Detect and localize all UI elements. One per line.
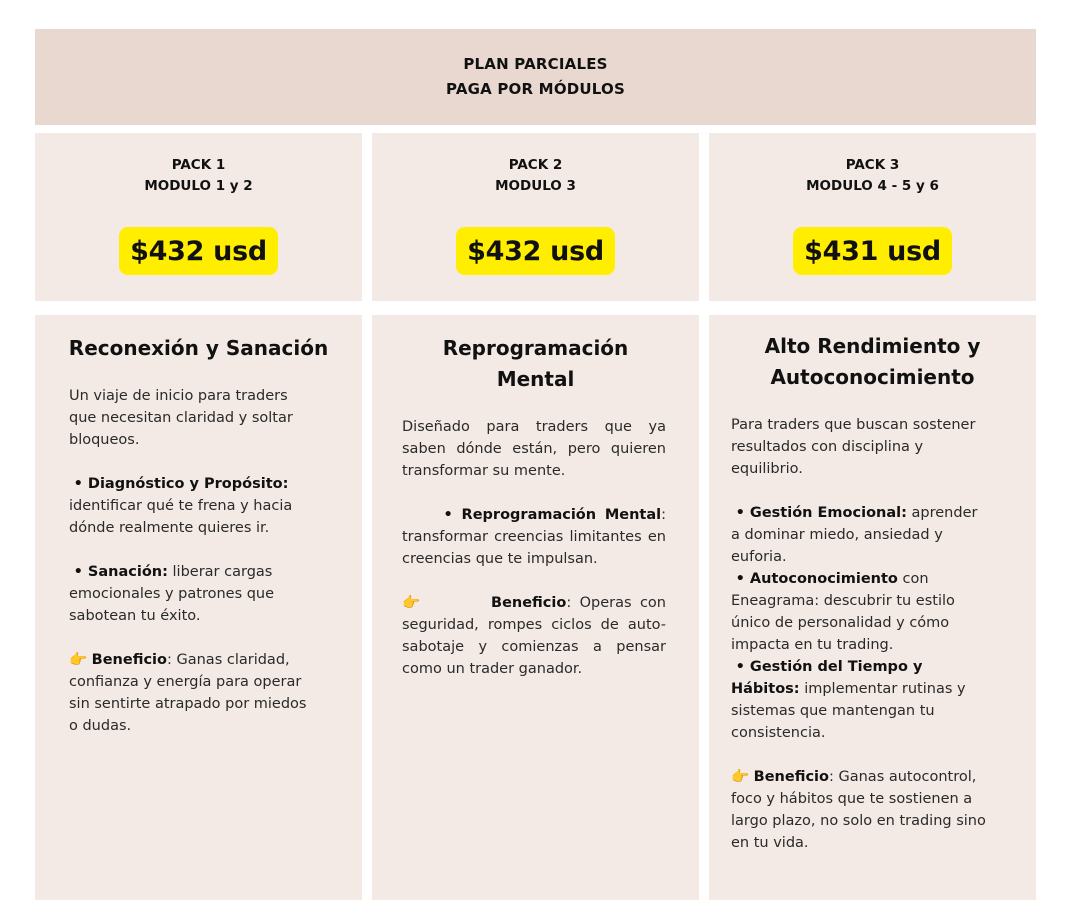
benefit-text: : Operas con seguridad, rompes ciclos de auto-sabotaje y comienzas a pensar como un trader ganador. bbox=[402, 595, 666, 677]
item-text: liberar cargas emocionales y patrones que sabotean tu éxito. bbox=[69, 564, 275, 624]
item-label: • Gestión Emocional: bbox=[735, 505, 907, 521]
item-text: : transformar creencias limitantes en creencias que te impulsan. bbox=[402, 507, 667, 567]
pointing-hand-icon: 👉 bbox=[69, 652, 88, 668]
benefit-label: Beneficio bbox=[491, 595, 567, 611]
module-title: Reconexión y Sanación bbox=[68, 336, 329, 360]
pack-modules: MODULO 1 y 2 bbox=[144, 178, 253, 194]
pack-name: PACK 3 bbox=[845, 157, 900, 173]
pack-card-3 bbox=[709, 133, 1036, 301]
price-badge: $432 usd bbox=[119, 227, 278, 275]
price-badge: $431 usd bbox=[793, 227, 952, 275]
pack-title bbox=[806, 155, 939, 197]
item-text: identificar qué te frena y hacia dónde realmente quieres ir. bbox=[69, 498, 293, 536]
module-intro: Un viaje de inicio para traders que necesitan claridad y soltar bloqueos. bbox=[69, 388, 293, 448]
pack-name: PACK 2 bbox=[508, 157, 563, 173]
module-title-line: Reprogramación bbox=[442, 336, 629, 360]
item-label: • Sanación: bbox=[73, 564, 168, 580]
module-title bbox=[709, 331, 1036, 393]
module-body bbox=[69, 385, 309, 737]
pack-title bbox=[144, 155, 252, 197]
benefit-label: Beneficio bbox=[753, 769, 829, 785]
module-title-line: Mental bbox=[496, 367, 575, 391]
module-item bbox=[69, 561, 309, 627]
pack-modules: MODULO 3 bbox=[495, 178, 576, 194]
module-intro: Para traders que buscan sostener resultados con disciplina y equilibrio. bbox=[731, 417, 976, 477]
module-card-2 bbox=[372, 315, 699, 900]
benefit-text: : Ganas autocontrol, foco y hábitos que te sostienen a largo plazo, no solo en trading sino en tu vida. bbox=[731, 769, 986, 851]
pointing-hand-icon: 👉 bbox=[731, 769, 750, 785]
module-title-line: Alto Rendimiento y bbox=[764, 334, 981, 358]
benefit-label: Beneficio bbox=[91, 652, 167, 668]
plan-title: PLAN PARCIALES bbox=[463, 55, 608, 73]
module-benefit bbox=[731, 766, 986, 854]
module-title bbox=[372, 333, 699, 395]
module-item bbox=[731, 568, 986, 656]
item-text: aprender a dominar miedo, ansiedad y euforia. bbox=[731, 505, 978, 565]
module-item bbox=[731, 502, 986, 568]
item-text: con Eneagrama: descubrir tu estilo único de personalidad y cómo impacta en tu trading. bbox=[731, 571, 955, 653]
pack-title bbox=[495, 155, 576, 197]
pack-card-1 bbox=[35, 133, 362, 301]
benefit-text: : Ganas claridad, confianza y energía para operar sin sentirte atrapado por miedos o dudas. bbox=[69, 652, 307, 734]
module-body bbox=[731, 414, 986, 854]
item-label: • Reprogramación Mental bbox=[443, 507, 662, 523]
module-card-3 bbox=[709, 315, 1036, 900]
item-text: implementar rutinas y sistemas que mantengan tu consistencia. bbox=[731, 681, 966, 741]
pack-name: PACK 1 bbox=[171, 157, 226, 173]
pack-modules: MODULO 4 - 5 y 6 bbox=[806, 178, 939, 194]
module-card-1 bbox=[35, 315, 362, 900]
module-intro: Diseñado para traders que ya saben dónde están, pero quieren transformar su mente. bbox=[402, 419, 666, 479]
module-item bbox=[731, 656, 986, 744]
module-body bbox=[402, 416, 666, 680]
module-benefit bbox=[402, 592, 666, 680]
item-label: • Gestión del Tiempo y Hábitos: bbox=[731, 659, 923, 697]
item-label: • Autoconocimiento bbox=[735, 571, 898, 587]
plan-header bbox=[35, 29, 1036, 125]
module-item bbox=[69, 473, 309, 539]
plan-subtitle: PAGA POR MÓDULOS bbox=[446, 80, 625, 98]
pointing-hand-icon: 👉 bbox=[402, 595, 424, 611]
item-label: • Diagnóstico y Propósito: bbox=[73, 476, 289, 492]
module-item bbox=[402, 504, 666, 570]
pack-card-2 bbox=[372, 133, 699, 301]
module-benefit bbox=[69, 649, 309, 737]
module-title-line: Autoconocimiento bbox=[770, 365, 975, 389]
price-badge: $432 usd bbox=[456, 227, 615, 275]
